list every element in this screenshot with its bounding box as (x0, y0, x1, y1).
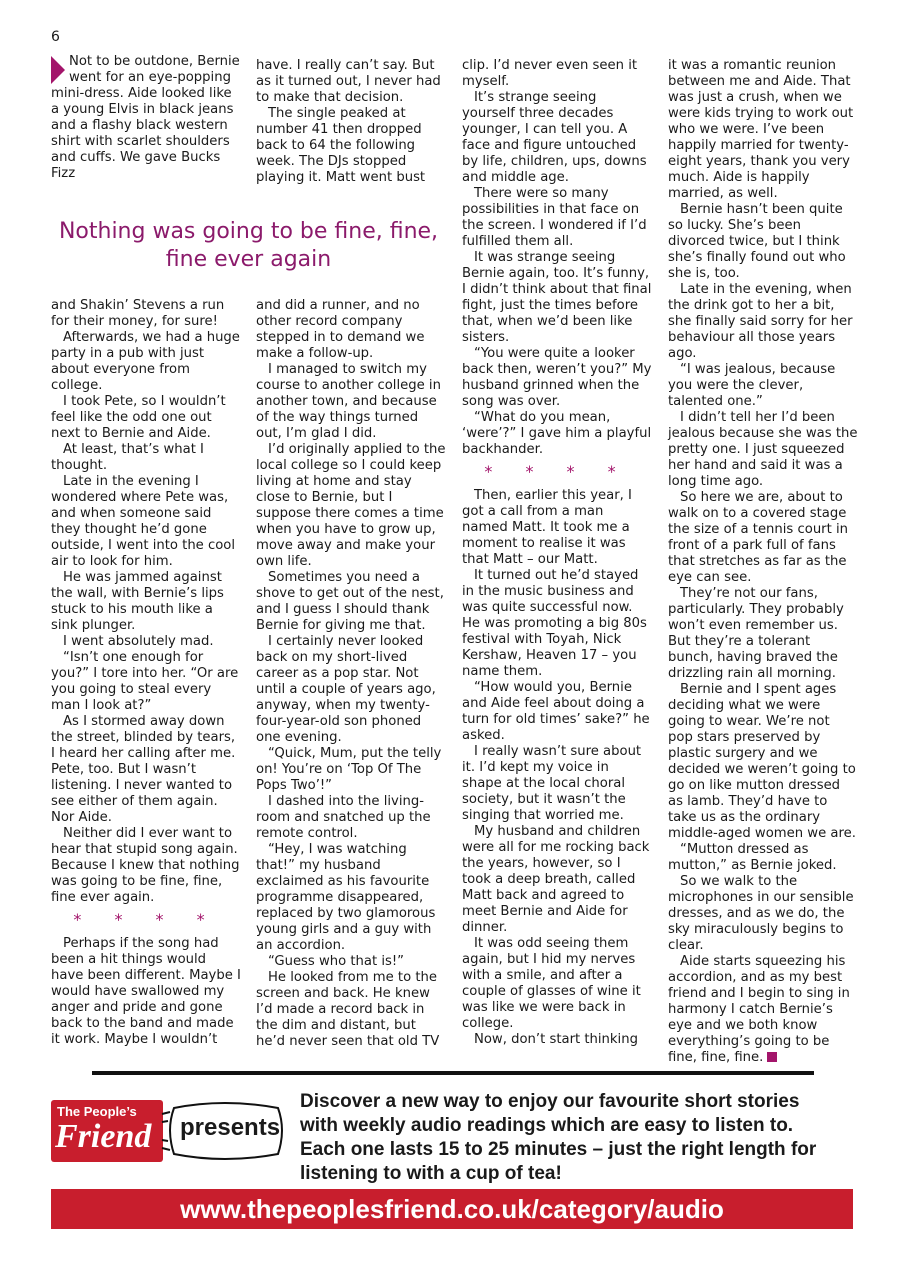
final-paragraph (668, 954, 858, 1066)
column-2-top (256, 58, 446, 186)
presents-label: presents (180, 1114, 281, 1141)
paragraph: clip. I’d never even seen it myself. (462, 58, 638, 89)
paragraph: “Guess who that is!” (268, 954, 405, 969)
paragraph: I didn’t tell her I’d been jealous because she was the pretty one. I just squeezed her hand and said it was a long time ago. (668, 410, 858, 489)
paragraph: It turned out he’d stayed in the music business and was quite successful now. He was promoting a big 80s festival with Toyah, Nick Kershaw, Heaven 17 – you name them. (462, 568, 647, 679)
paragraph: Afterwards, we had a huge party in a pub with just about everyone from college. (51, 330, 240, 393)
paragraph: Perhaps if the song had been a hit things would have been different. Maybe I would have swallowed my anger and pride and gone back to the band and made it work. Maybe I wouldn’t (51, 936, 241, 1047)
paragraph: “Quick, Mum, put the telly on! You’re on ‘Top Of The Pops Two’!” (256, 746, 442, 793)
peoples-friend-logo (51, 1100, 163, 1162)
paragraph: I’d originally applied to the local college so I could keep living at home and stay close to Bernie, but I suppose there comes a time when you have to grow up, move away and make your own life. (256, 442, 446, 569)
paragraph: “Mutton dressed as mutton,” as Bernie joked. (668, 842, 837, 873)
paragraph: “Hey, I was watching that!” my husband exclaimed as his favourite programme disappeared, replaced by two glamorous young girls and a guy with an accordion. (256, 842, 436, 953)
paragraph: There were so many possibilities in that face on the screen. I wondered if I’d fulfilled them all. (462, 186, 647, 249)
promo-text: Discover a new way to enjoy our favourite short stories with weekly audio readings which are easy to listen to. Each one lasts 15 to 25 minutes – just the right length for listening to with a cup of tea! (300, 1091, 817, 1184)
column-1-bottom (51, 298, 241, 1048)
divider-rule (92, 1071, 814, 1075)
column-1-top (51, 54, 241, 182)
paragraph: It’s strange seeing yourself three decades younger, I can tell you. A face and figure untouched by life, children, ups, downs and middle age. (462, 90, 647, 185)
paragraph: It was odd seeing them again, but I hid my nerves with a smile, and after a couple of glasses of wine it was like we were back in college. (462, 936, 641, 1031)
logo-line-2: Friend (55, 1118, 152, 1155)
column-3 (462, 58, 652, 1048)
paragraph: Then, earlier this year, I got a call from a man named Matt. It took me a moment to realise it was that Matt – our Matt. (462, 488, 632, 567)
page-number: 6 (51, 29, 60, 45)
paragraph: “You were quite a looker back then, weren’t you?” My husband grinned when the song was over. (462, 346, 652, 409)
paragraph: Late in the evening I wondered where Pete was, and when someone said they thought he’d gone outside, I went into the cool air to look for him. (51, 474, 236, 569)
paragraph: Now, don’t start thinking (474, 1032, 638, 1047)
paragraph: have. I really can’t say. But as it turned out, I never had to make that decision. (256, 58, 441, 105)
paragraph: So we walk to the microphones in our sensible dresses, and as we do, the sky miraculously begins to clear. (668, 874, 854, 953)
paragraph: It was strange seeing Bernie again, too. It’s funny, I didn’t think about that final fight, just the times before that, when we’d been like sisters. (462, 250, 652, 345)
section-break-stars: * * * * (73, 910, 219, 929)
paragraph: I certainly never looked back on my short-lived career as a pop star. Not until a couple of years ago, anyway, when my twenty-four-year-old son phoned one evening. (256, 634, 436, 745)
paragraph: and Shakin’ Stevens a run for their money, for sure! (51, 298, 225, 329)
paragraph: Late in the evening, when the drink got to her a bit, she finally said sorry for her behaviour all those years ago. (668, 282, 853, 361)
paragraph: The single peaked at number 41 then dropped back to 64 the following week. The DJs stopped playing it. Matt went bust (256, 106, 426, 185)
paragraph: “How would you, Bernie and Aide feel about doing a turn for old times’ sake?” he asked. (462, 680, 650, 743)
paragraph: Not to be outdone, Bernie went for an eye-popping mini-dress. Aide looked like a young Elvis in black jeans and a flashy black western shirt with scarlet shoulders and cuffs. We gave Bucks Fizz (51, 54, 240, 181)
paragraph: He looked from me to the screen and back. He knew I’d made a record back in the dim and distant, but he’d never seen that old TV (256, 970, 440, 1049)
column-4 (668, 58, 858, 1066)
paragraph: it was a romantic reunion between me and Aide. That was just a crush, when we were kids trying to work out who we were. I’ve been happily married for twenty-eight years, thank you very much. Aide is happily married, as well. (668, 58, 854, 201)
pull-quote: Nothing was going to be fine, fine, fine ever again (58, 219, 439, 272)
paragraph: Neither did I ever want to hear that stupid song again. Because I knew that nothing was going to be fine, fine, fine ever again. (51, 826, 240, 905)
paragraph: At least, that’s what I thought. (51, 442, 204, 473)
website-link[interactable]: www.thepeoplesfriend.co.uk/category/audio (51, 1189, 853, 1229)
paragraph: I went absolutely mad. (63, 634, 214, 649)
paragraph: and did a runner, and no other record company stepped in to demand we make a follow-up. (256, 298, 425, 361)
section-break-stars: * * * * (484, 462, 630, 481)
paragraph: As I stormed away down the street, blinded by tears, I heard her calling after me. Pete, too. But I wasn’t listening. I never wanted to see either of them again. Nor Aide. (51, 714, 236, 825)
end-mark-icon (767, 1052, 777, 1062)
paragraph: I managed to switch my course to another college in another town, and because of the way things turned out, I’m glad I did. (256, 362, 441, 441)
section-arrow-icon (51, 56, 65, 84)
paragraph: I really wasn’t sure about it. I’d kept my voice in shape at the local choral society, but it wasn’t the singing that worried me. (462, 744, 642, 823)
paragraph: They’re not our fans, particularly. They probably won’t even remember us. But they’re a tolerant bunch, having braved the drizzling rain all morning. (668, 586, 844, 681)
paragraph: Sometimes you need a shove to get out of the nest, and I guess I should thank Bernie for giving me that. (256, 570, 444, 633)
paragraph-text: Aide starts squeezing his accordion, and as my best friend and I begin to sing in harmony I catch Bernie’s eye and we both know everything’s going to be fine, fine, fine. (668, 954, 850, 1065)
presents-badge (160, 1100, 288, 1162)
paragraph: I took Pete, so I wouldn’t feel like the odd one out next to Bernie and Aide. (51, 394, 226, 441)
paragraph: I dashed into the living-room and snatched up the remote control. (256, 794, 431, 841)
logo-line-1: The People’s (57, 1104, 137, 1119)
paragraph: My husband and children were all for me rocking back the years, however, so I took a deep breath, called Matt back and agreed to meet Bernie and Aide for dinner. (462, 824, 650, 935)
paragraph: “What do you mean, ‘were’?” I gave him a playful backhander. (462, 410, 652, 457)
paragraph: He was jammed against the wall, with Bernie’s lips stuck to his mouth like a sink plunger. (51, 570, 224, 633)
column-2-bottom (256, 298, 446, 1050)
paragraph: So here we are, about to walk on to a covered stage the size of a tennis court in front of a park full of fans that stretches as far as the eye can see. (668, 490, 848, 585)
paragraph: “I was jealous, because you were the clever, talented one.” (668, 362, 836, 409)
paragraph: Bernie and I spent ages deciding what we were going to wear. We’re not pop stars preserved by plastic surgery and we decided we weren’t going to go on like mutton dressed as lamb. They’d have to take us as the ordinary middle-aged women we are. (668, 682, 856, 841)
paragraph: “Isn’t one enough for you?” I tore into her. “Or are you going to steal every man I look at?” (51, 650, 239, 713)
paragraph: Bernie hasn’t been quite so lucky. She’s been divorced twice, but I think she’s finally found out who she is, too. (668, 202, 846, 281)
